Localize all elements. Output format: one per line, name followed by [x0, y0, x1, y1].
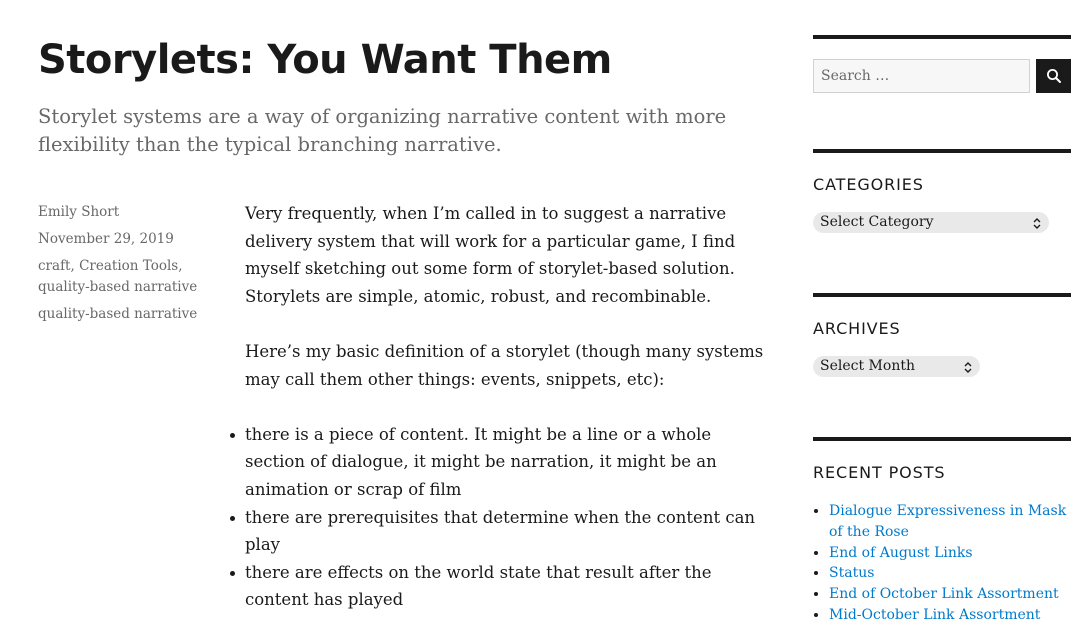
- list-item: [813, 543, 1071, 564]
- recent-post-link[interactable]: Dialogue Expressiveness in Mask of the Rose: [829, 503, 1067, 540]
- recent-post-link[interactable]: End of October Link Assortment: [829, 586, 1059, 603]
- list-item: [813, 584, 1071, 605]
- storylet-definition-list: [245, 421, 765, 614]
- archives-title: ARCHIVES: [813, 319, 901, 338]
- author-link[interactable]: Emily Short: [38, 204, 120, 220]
- recent-posts-title: RECENT POSTS: [813, 463, 946, 482]
- list-item: [813, 501, 1071, 543]
- recent-posts-widget: [813, 437, 1071, 626]
- paragraph: Here’s my basic definition of a storylet (though many systems may call them other things: events, snippets, etc):: [245, 341, 764, 389]
- list-item: there is a piece of content. It might be a line or a whole section of dialogue, it might be narration, it might be an animation or scrap of film: [245, 421, 765, 504]
- search-icon: [1036, 68, 1071, 84]
- list-item: [813, 605, 1071, 626]
- post-excerpt: Storylet systems are a way of organizing narrative content with more flexibility than the typical branching narrative.: [38, 105, 727, 156]
- list-item: there are prerequisites that determine when the content can play: [245, 504, 765, 559]
- tag-link[interactable]: quality-based narrative: [38, 306, 198, 322]
- post-title: Storylets: You Want Them: [38, 37, 612, 83]
- search-button[interactable]: [1036, 59, 1071, 93]
- post-date-link[interactable]: November 29, 2019: [38, 231, 174, 247]
- recent-post-link[interactable]: Status: [829, 565, 875, 582]
- categories-title: CATEGORIES: [813, 175, 924, 194]
- category-select-value: Select Category: [820, 214, 934, 230]
- select-arrows-icon: [1033, 216, 1041, 229]
- recent-posts-list: [813, 501, 1071, 626]
- select-arrows-icon: [964, 360, 972, 373]
- search-input[interactable]: [813, 59, 1030, 93]
- list-item: there are effects on the world state that result after the content has played: [245, 559, 765, 614]
- recent-post-link[interactable]: End of August Links: [829, 544, 973, 561]
- archives-widget: [813, 293, 1071, 377]
- month-select-value: Select Month: [820, 358, 915, 374]
- search-form: [813, 59, 1071, 93]
- entry-content: [245, 200, 765, 614]
- month-select[interactable]: [813, 356, 980, 377]
- paragraph: Very frequently, when I’m called in to suggest a narrative delivery system that will work for a particular game, I find myself sketching out some form of storylet-based solution. Storylets are simple, atomic, robust, and recombinable.: [245, 204, 736, 306]
- category-links[interactable]: craft, Creation Tools, quality-based narrative: [38, 258, 198, 295]
- categories-widget: [813, 149, 1071, 233]
- list-item: [813, 563, 1071, 584]
- entry-meta: [38, 202, 213, 331]
- recent-post-link[interactable]: Mid-October Link Assortment: [829, 606, 1041, 623]
- category-select[interactable]: [813, 212, 1049, 233]
- search-widget: [813, 35, 1071, 99]
